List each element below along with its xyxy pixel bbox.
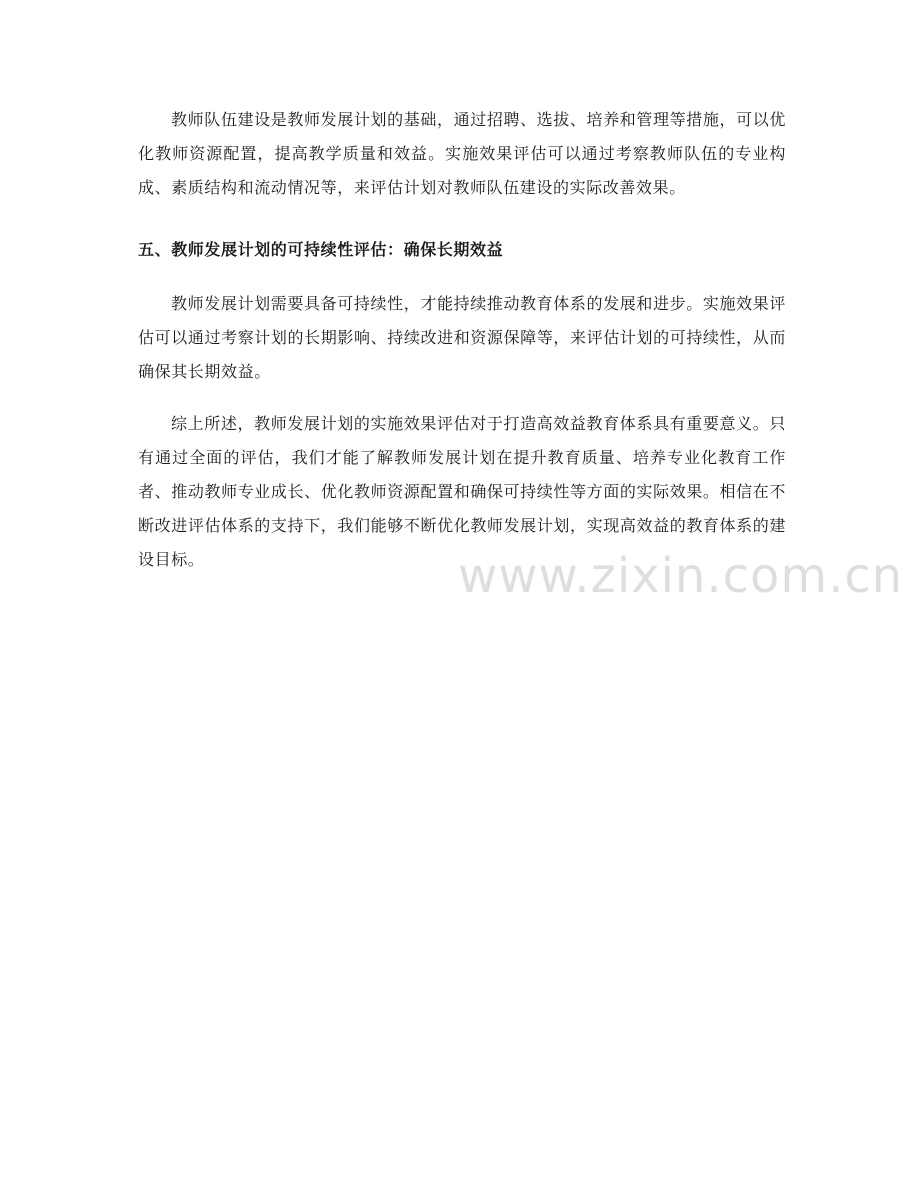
- document-body: [138, 103, 786, 577]
- body-paragraph: 教师发展计划需要具备可持续性，才能持续推动教育体系的发展和进步。实施效果评估可以通过考察计划的长期影响、持续改进和资源保障等，来评估计划的可持续性，从而确保其长期效益。: [138, 294, 786, 381]
- body-paragraph: 教师队伍建设是教师发展计划的基础，通过招聘、选拔、培养和管理等措施，可以优化教师资源配置，提高教学质量和效益。实施效果评估可以通过考察教师队伍的专业构成、素质结构和流动情况等，来评估计划对教师队伍建设的实际改善效果。: [138, 110, 786, 197]
- section-heading: 五、教师发展计划的可持续性评估：确保长期效益: [138, 240, 504, 259]
- conclusion-paragraph: 综上所述，教师发展计划的实施效果评估对于打造高效益教育体系具有重要意义。只有通过全面的评估，我们才能了解教师发展计划在提升教育质量、培养专业化教育工作者、推动教师专业成长、优化教师资源配置和确保可持续性等方面的实际效果。相信在不断改进评估体系的支持下，我们能够不断优化教师发展计划，实现高效益的教育体系的建设目标。: [138, 414, 786, 569]
- watermark: www.zixin.com.cn: [458, 548, 904, 604]
